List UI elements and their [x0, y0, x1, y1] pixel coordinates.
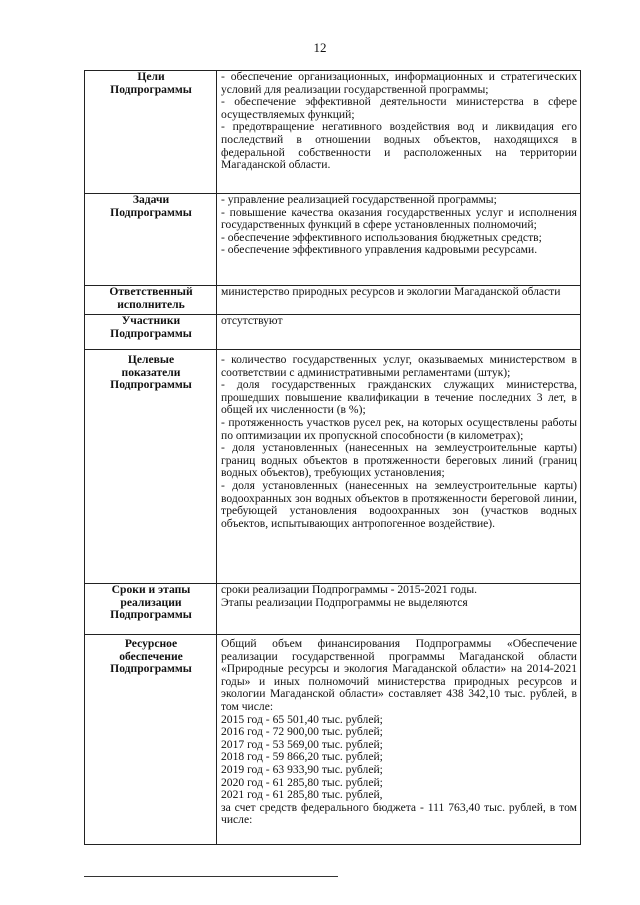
row-label: [85, 584, 217, 635]
content-paragraph: - доля установленных (нанесенных на землеустроительные карты) водоохранных зон водных объектов в протяженности береговой линии, требующей установления водоохранных зон (участков водных объектов, испытывающих антропогенное воздействие).: [221, 478, 577, 530]
content-paragraph: Этапы реализации Подпрограммы не выделяются: [221, 595, 468, 609]
row-label: [85, 315, 217, 350]
row-label: [85, 635, 217, 845]
page-number: 12: [313, 40, 327, 55]
label-line: Подпрограммы: [110, 662, 192, 676]
row-content: [217, 194, 581, 286]
row-content: [217, 71, 581, 194]
row-label: [85, 194, 217, 286]
label-line: Задачи: [132, 193, 170, 206]
content-paragraph: отсутствуют: [221, 314, 283, 327]
label-line: Подпрограммы: [110, 205, 192, 219]
table-row-tasks: [85, 194, 581, 286]
content-paragraph: - повышение качества оказания государственных услуг и исполнения государственных функций в сфере установленных полномочий;: [221, 205, 577, 232]
content-paragraph: - обеспечение организационных, информационных и стратегических условий для реализации государственной программы;: [221, 70, 577, 96]
row-content: [217, 584, 581, 635]
label-line: Подпрограммы: [110, 326, 192, 340]
content-paragraph: - доля государственных гражданских служащих министерства, прошедших повышение квалификации в течение последних 3 лет, в общей их численности (в %);: [221, 378, 577, 417]
row-content: [217, 315, 581, 350]
content-paragraph: Общий объем финансирования Подпрограммы «Обеспечение реализации государственной программы Магаданской области «Природные ресурсы и экология Магаданской области» на 2014-2021 годы» и иных полномочий министерства природных ресурсов и экологии Магаданской области» составляет 438 342,10 тыс. рублей, в том числе:: [221, 637, 577, 713]
label-line: показатели: [121, 365, 181, 379]
subprogram-passport-table: [84, 70, 581, 845]
content-paragraph: сроки реализации Подпрограммы - 2015-2021 годы.: [221, 583, 478, 596]
label-line: реализации: [120, 595, 182, 609]
table-row-participants: [85, 315, 581, 350]
label-line: Подпрограммы: [110, 378, 192, 392]
row-content: [217, 350, 581, 584]
row-label: [85, 350, 217, 584]
content-paragraph: - обеспечение эффективного использования бюджетных средств;: [221, 230, 542, 244]
table-row-executor: [85, 286, 581, 315]
table-row-resources: [85, 635, 581, 845]
label-line: Сроки и этапы: [111, 583, 191, 596]
funding-year-line: 2019 год - 63 933,90 тыс. рублей;: [221, 762, 383, 776]
funding-year-line: 2016 год - 72 900,00 тыс. рублей;: [221, 725, 383, 739]
row-label: [85, 286, 217, 315]
label-line: Целевые: [127, 353, 175, 366]
row-label: [85, 71, 217, 194]
content-paragraph: - количество государственных услуг, оказываемых министерством в соответствии с административными регламентами (штук);: [221, 353, 577, 379]
label-line: Цели: [137, 70, 165, 83]
content-paragraph: - обеспечение эффективного управления кадровыми ресурсами.: [221, 243, 538, 257]
content-paragraph: - протяженность участков русел рек, на которых осуществлены работы по оптимизации их пропускной способности (в километрах);: [221, 415, 577, 442]
funding-year-line: 2018 год - 59 866,20 тыс. рублей;: [221, 750, 383, 764]
label-line: исполнитель: [117, 297, 185, 311]
funding-year-line: 2015 год - 65 501,40 тыс. рублей;: [221, 712, 383, 726]
content-paragraph: - доля установленных (нанесенных на землеустроительные карты) границ водных объектов в протяженности береговых линий (границ водных объектов), требующих установления;: [221, 441, 577, 480]
label-line: Подпрограммы: [110, 82, 192, 96]
content-paragraph: министерство природных ресурсов и экологии Магаданской области: [221, 285, 561, 298]
label-line: Подпрограммы: [110, 608, 192, 622]
table-row-indicators: [85, 350, 581, 584]
label-line: обеспечение: [119, 649, 183, 663]
content-paragraph: - предотвращение негативного воздействия вод и ликвидация его последствий в отношении водных объектов, находящихся в федеральной собственности и расположенных на территории Магаданской области.: [221, 120, 577, 172]
funding-year-line: 2021 год - 61 285,80 тыс. рублей,: [221, 788, 383, 802]
content-paragraph: - управление реализацией государственной программы;: [221, 193, 497, 206]
label-line: Ресурсное: [124, 637, 178, 650]
funding-year-line: 2020 год - 61 285,80 тыс. рублей;: [221, 775, 383, 789]
footer-divider: [84, 876, 338, 877]
row-content: [217, 635, 581, 845]
content-paragraph: - обеспечение эффективной деятельности министерства в сфере осуществляемых функций;: [221, 95, 577, 121]
label-line: Ответственный: [109, 285, 193, 298]
table-row-timeline: [85, 584, 581, 635]
funding-year-line: 2017 год - 53 569,00 тыс. рублей;: [221, 737, 383, 751]
content-paragraph: за счет средств федерального бюджета - 111 763,40 тыс. рублей, в том числе:: [221, 800, 577, 827]
table-row-goals: [85, 71, 581, 194]
label-line: Участники: [121, 314, 181, 327]
row-content: [217, 286, 581, 315]
